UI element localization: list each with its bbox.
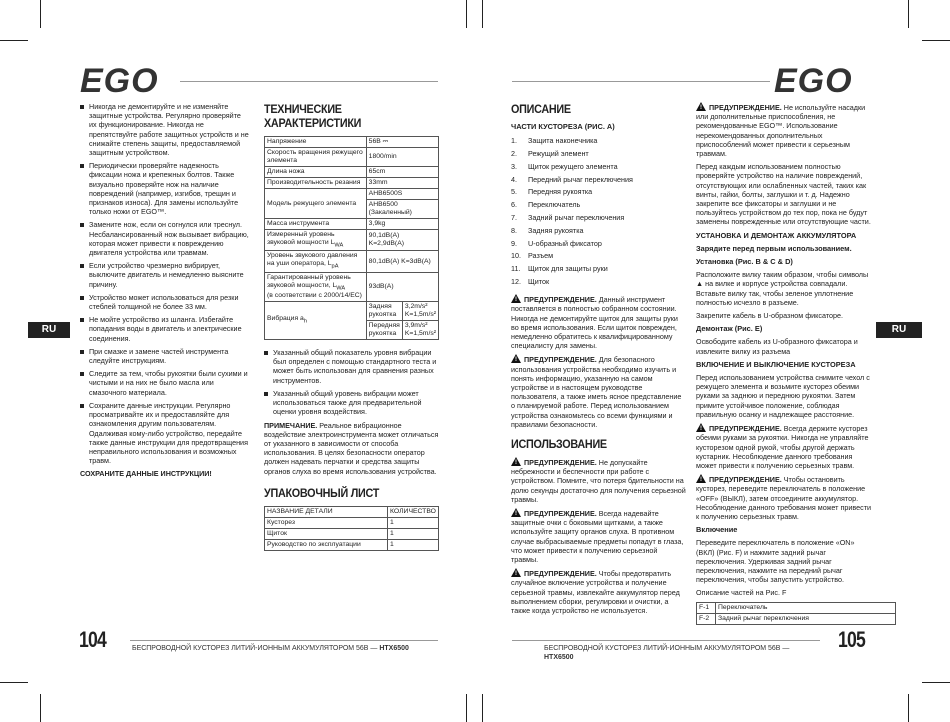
column-header: КОЛИЧЕСТВО [388, 506, 439, 517]
warning-label: ПРЕДУПРЕЖДЕНИЕ. [709, 424, 782, 434]
safety-bullet: Устройство может использоваться для резки стеблей толщиной не более 33 мм. [80, 293, 250, 311]
list-item [511, 149, 686, 158]
warning-text: Чтобы предотвратить случайное включение устройства и получение серьезной травмы, извлекайте аккумулятор перед выполнением сборки, регулировки и очистки, а также когда устройство не используется. [511, 569, 680, 616]
part-name: Защита наконечника [528, 136, 598, 146]
vibration-note: Указанный общий уровень вибрации может использоваться также для предварительной оценки уровня воздействия. [264, 389, 439, 417]
list-item [511, 264, 686, 273]
spec-label: Модель режущего элемента [265, 189, 367, 219]
note-label: ПРИМЕЧАНИЕ. [264, 420, 318, 430]
safety-bullet: При смазке и замене частей инструмента следуйте инструкциям. [80, 347, 250, 365]
spec-label [265, 230, 367, 251]
left-specs-column [264, 102, 439, 551]
crop-mark [466, 0, 467, 28]
warning-paragraph [696, 102, 874, 158]
safety-bullet: Если устройство чрезмерно вибрирует, выключите двигатель и немедленно выясните причину. [80, 261, 250, 289]
spec-value: AHB6500S [366, 189, 438, 200]
note-paragraph [264, 421, 439, 476]
part-number: 9. [511, 238, 517, 248]
warning-text: Не используйте насадки или дополнительные приспособления, не рекомендованные EGO™. Использование нерекомендованных дополнительных приспособлений может привести к серьезным травмам. [696, 103, 866, 159]
spec-label [265, 251, 367, 272]
crop-mark [482, 694, 483, 722]
spec-value: 3,2m/s² K=1,5m/s² [402, 302, 438, 321]
warning-icon [511, 568, 521, 577]
ego-logo-left: EGO [80, 62, 159, 100]
table-cell: Переключатель [716, 602, 896, 613]
crop-mark [922, 682, 950, 683]
page-number-left: 104 [79, 627, 106, 652]
table-row [265, 539, 439, 550]
warning-text: Чтобы остановить кусторез, переведите переключатель в положение «OFF» (ВЫКЛ), затем отсоедините аккумулятор. Несоблюдение данного требования может привести к получению серьезных травм. [696, 475, 872, 521]
warning-paragraph [696, 474, 874, 521]
crop-mark [922, 40, 950, 41]
list-item [511, 175, 686, 184]
warning-text: Всегда держите кусторез обеими руками за рукоятки. Никогда не управляйте кусторезом одной рукой, чтобы другой держать кустарник. Несоблюдение данного требования может привести к получению серьезных травм. [696, 424, 869, 470]
warning-paragraph [696, 423, 874, 470]
packing-title: УПАКОВОЧНЫЙ ЛИСТ [264, 485, 380, 500]
language-tab-left: RU [28, 322, 70, 338]
description-title: ОПИСАНИЕ [511, 102, 571, 116]
list-item [511, 239, 686, 248]
list-item [511, 187, 686, 196]
spec-label-text: Гарантированный уровень звуковой мощности, L [267, 273, 351, 289]
warning-paragraph [511, 294, 686, 350]
part-number: 1. [511, 136, 517, 146]
table-row [265, 148, 439, 167]
warning-icon [511, 508, 521, 517]
spec-subscript: WA [336, 285, 346, 292]
spec-label-text: Вибрация a [267, 315, 304, 323]
list-item [511, 136, 686, 145]
table-row [265, 189, 439, 200]
warning-icon [696, 474, 706, 483]
table-row [265, 167, 439, 178]
left-safety-column [80, 102, 250, 479]
table-row [265, 302, 439, 321]
crop-mark [482, 0, 483, 28]
footer-text: БЕСПРОВОДНОЙ КУСТОРЕЗ ЛИТИЙ-ИОННЫМ АККУМУЛЯТОРОМ 56В — [132, 643, 378, 652]
table-row [697, 613, 896, 624]
part-name: Разъем [528, 251, 554, 261]
vibration-note: Указанный общий показатель уровня вибрации был определен с помощью стандартного теста и может быть использован для сравнения разных инструментов. [264, 348, 439, 385]
save-instructions-heading: СОХРАНИТЕ ДАННЫЕ ИНСТРУКЦИИ! [80, 469, 212, 479]
spec-label-text: Измеренный уровень звуковой мощности L [267, 231, 335, 246]
warning-label: ПРЕДУПРЕЖДЕНИЕ. [524, 569, 597, 579]
list-item [511, 200, 686, 209]
specs-title: ТЕХНИЧЕСКИЕ ХАРАКТЕРИСТИКИ [264, 102, 362, 130]
footer-left [132, 643, 426, 652]
spec-value: 90,1dB(A) K=2,9dB(A) [366, 230, 438, 251]
table-cell: 1 [388, 528, 439, 539]
part-number: 7. [511, 212, 517, 222]
warning-icon [511, 294, 521, 303]
table-row [265, 517, 439, 528]
table-row [265, 251, 439, 272]
warning-label: ПРЕДУПРЕЖДЕНИЕ. [524, 509, 597, 519]
spec-value: AHB6500 (Закаленный) [366, 200, 438, 219]
safety-bullet: Периодически проверяйте надежность фиксации ножа и крепежных болтов. Также визуально проверяйте нож на наличие повреждений (например, изгибов, трещин и признаков износа). Для замены используйте только ножи от EGO™. [80, 161, 250, 216]
part-name: Щиток для защиты руки [528, 264, 608, 274]
warning-label: ПРЕДУПРЕЖДЕНИЕ. [709, 475, 782, 485]
check-paragraph: Перед каждым использованием полностью проверяйте устройство на наличие повреждений, отсутствующих или ослабленных частей, таких как винты, гайки, болты, заглушки и т. д. Надежно закрепите все фиксаторы и заглушки и не пользуйтесь устройством до тех пор, пока не будут заменены поврежденные или отсутствующие части. [696, 162, 871, 227]
warning-paragraph [511, 354, 686, 429]
table-row [265, 137, 439, 148]
part-number: 3. [511, 161, 517, 171]
warning-paragraph [511, 457, 686, 504]
part-name: Переключатель [528, 200, 581, 210]
table-cell: 1 [388, 539, 439, 550]
onoff-title: ВКЛЮЧЕНИЕ И ВЫКЛЮЧЕНИЕ КУСТОРЕЗА [696, 359, 856, 369]
part-number: 8. [511, 225, 517, 235]
on-heading: Включение [696, 525, 738, 535]
table-cell: F-2 [697, 613, 716, 624]
list-item [511, 213, 686, 222]
spec-label-text: (в соответствии с 2000/14/EC) [267, 292, 362, 300]
onoff-text: Перед использованием устройства снимите чехол с режущего элемента и возьмите кусторез обеими руками за заднюю и переднюю рукоятки. Затем примите устойчивое положение, соблюдая правильную осанку и надлежащее расстояние. [696, 373, 870, 419]
part-number: 4. [511, 174, 517, 184]
warning-icon [511, 354, 521, 363]
crop-mark [0, 40, 28, 41]
table-cell: Кусторез [265, 517, 388, 528]
list-item [511, 226, 686, 235]
warning-label: ПРЕДУПРЕЖДЕНИЕ. [524, 295, 597, 305]
part-number: 10. [511, 251, 521, 261]
crop-mark [466, 694, 467, 722]
footer-text: БЕСПРОВОДНОЙ КУСТОРЕЗ ЛИТИЙ-ИОННЫМ АККУМУЛЯТОРОМ 56В — [544, 643, 790, 652]
warning-text: Не допускайте небрежности и беспечности при работе с устройством. Помните, что потеря бдительности на долю секунды достаточно для получения серьезной травмы. [511, 458, 686, 504]
spec-label: Масса инструмента [265, 219, 367, 230]
part-number: 6. [511, 200, 517, 210]
parts-heading: ЧАСТИ КУСТОРЕЗА (РИС. А) [511, 122, 615, 131]
language-tab-right: RU [876, 322, 922, 338]
crop-mark [40, 694, 41, 722]
part-number: 12. [511, 276, 521, 286]
crop-mark [908, 694, 909, 722]
column-header: НАЗВАНИЕ ДЕТАЛИ [265, 506, 388, 517]
spec-label: Напряжение [265, 137, 367, 148]
warning-label: ПРЕДУПРЕЖДЕНИЕ. [524, 458, 597, 468]
spec-value: 3,9kg [366, 219, 438, 230]
packing-table [264, 506, 439, 551]
part-name: Режущий элемент [528, 149, 589, 158]
table-header-row [265, 506, 439, 517]
part-name: Передняя рукоятка [528, 187, 593, 197]
remove-heading: Демонтаж (Рис. E) [696, 324, 763, 334]
table-row [265, 272, 439, 301]
note-text: Реальное вибрационное воздействие электроинструмента может отличаться от указанного в зависимости от способа использования. В целях безопасности оператор должен надевать перчатки и средства защиты органов слуха во время использования устройства. [264, 420, 439, 476]
table-cell: Задний рычаг переключения [716, 613, 896, 624]
crop-mark [908, 0, 909, 28]
warning-paragraph [511, 568, 686, 615]
warning-paragraph [511, 508, 686, 564]
part-name: Щиток [528, 276, 550, 286]
spec-value: 56В ⎓ [366, 137, 438, 148]
spec-value: 80,1dB(A) K=3dB(A) [366, 251, 438, 272]
safety-bullet: Никогда не демонтируйте и не изменяйте защитные устройства. Регулярно проверяйте их функционирование. Никогда не препятствуйте работе защитных устройств и не снижайте степень защиты, предоставляемой защитным устройством. [80, 102, 250, 157]
spec-value: 33mm [366, 178, 438, 189]
spec-value: 3,9m/s² K=1,5m/s² [402, 321, 438, 340]
warning-text: Для безопасного использования устройства необходимо изучить и понять информацию, указанную на самом устройстве и в настоящем руководстве пользователя, а также иметь ясное представление о планируемой работе. Перед использованием устройства ознакомьтесь со всеми функциями и правилами безопасности. [511, 355, 682, 429]
footer-model: HTX6500 [544, 652, 574, 661]
spec-label: Производительность резания [265, 178, 367, 189]
spec-subscript: h [303, 318, 307, 325]
battery-title: УСТАНОВКА И ДЕМОНТАЖ АККУМУЛЯТОРА [696, 230, 857, 240]
list-item [511, 162, 686, 171]
part-number: 11. [511, 264, 521, 274]
page-number-right: 105 [838, 627, 865, 652]
specs-table [264, 136, 439, 340]
install-heading: Установка (Рис. B & C & D) [696, 257, 793, 267]
footer-right [544, 643, 820, 661]
right-description-column [511, 102, 686, 619]
table-row [265, 528, 439, 539]
ego-logo-right: EGO [774, 62, 853, 100]
header-rule-left [180, 81, 438, 82]
footer-rule-left [130, 640, 438, 641]
remove-text: Освободите кабель из U-образного фиксатора и извлеките вилку из разъема [696, 337, 858, 356]
right-usage-column [696, 102, 874, 625]
table-cell: Щиток [265, 528, 388, 539]
table-row [265, 178, 439, 189]
crop-mark [0, 682, 28, 683]
part-name: U-образный фиксатор [528, 238, 602, 248]
usage-title: ИСПОЛЬЗОВАНИЕ [511, 437, 607, 452]
table-cell: F-1 [697, 602, 716, 613]
spec-value: 93dB(A) [366, 272, 438, 301]
header-rule-right [512, 81, 770, 82]
table-cell: 1 [388, 517, 439, 528]
fix-text: Закрепите кабель в U-образном фиксаторе. [696, 311, 844, 321]
warning-icon [696, 102, 706, 111]
part-number: 2. [511, 149, 517, 158]
spec-value: 65cm [366, 167, 438, 178]
list-item [511, 277, 686, 286]
spec-label: Длина ножа [265, 167, 367, 178]
table-row [697, 602, 896, 613]
spec-value: 1800/min [366, 148, 438, 167]
parts-list [511, 136, 686, 286]
part-name: Задняя рукоятка [528, 225, 584, 235]
install-text: Расположите вилку таким образом, чтобы символы ▲ на вилке и корпусе устройства совпадали. Вставьте вилку так, чтобы зеленое уплотнение полностью исчезло в разъеме. [696, 270, 869, 307]
footer-model: HTX6500 [379, 643, 409, 652]
part-name: Задний рычаг переключения [528, 212, 625, 222]
safety-bullet: Сохраните данные инструкции. Регулярно просматривайте их и предоставляйте для ознакомления другим пользователям. Одалживая кому-либо устройство, передайте также данные инструкции для предотвращения неправильного использования и возможных травм. [80, 401, 250, 465]
safety-bullet: Не мойте устройство из шланга. Избегайте попадания воды в двигатель и электрические соединения. [80, 315, 250, 343]
spec-label: Передняя рукоятка [366, 321, 402, 340]
part-number: 5. [511, 187, 517, 197]
spec-subscript: pA [331, 263, 339, 270]
part-name: Передний рычаг переключения [528, 174, 633, 184]
warning-text: Всегда надевайте защитные очки с боковыми щитками, а также используйте защиту органов слуха. В противном случае выбрасываемые предметы попадут в глаза, что может привести к получению серьезной травмы. [511, 509, 684, 565]
on-text: Переведите переключатель в положение «ON» (ВКЛ) (Рис. F) и нажмите задний рычаг переключения. Удерживая задний рычаг переключения, нажмите на передний рычаг переключения, чтобы запустить устройство. [696, 538, 855, 585]
spec-subscript: WA [334, 242, 344, 249]
warning-icon [511, 457, 521, 466]
figure-parts-table [696, 602, 896, 625]
list-item [511, 251, 686, 260]
warning-icon [696, 423, 706, 432]
part-name: Щиток режущего элемента [528, 161, 618, 171]
table-row [265, 219, 439, 230]
charge-first-heading: Зарядите перед первым использованием. [696, 243, 852, 253]
warning-text: Данный инструмент поставляется в полностью собранном состоянии. Никогда не демонтируйте щиток для защиты руки во время использования. Если щиток поврежден, немедленно обратитесь к квалифицированному специалисту для замены. [511, 295, 678, 351]
footer-rule-right [512, 640, 820, 641]
spec-label: Задняя рукоятка [366, 302, 402, 321]
table-cell: Руководство по эксплуатации [265, 539, 388, 550]
spec-label: Скорость вращения режущего элемента [265, 148, 367, 167]
crop-mark [40, 0, 41, 28]
table-row [265, 230, 439, 251]
safety-bullet: Следите за тем, чтобы рукоятки были сухими и чистыми и на них не было масла или смазочного материала. [80, 369, 250, 397]
safety-bullet: Замените нож, если он согнулся или треснул. Несбалансированный нож вызывает вибрацию, которая может привести к повреждению двигателя устройства или травмам. [80, 220, 250, 257]
figure-caption: Описание частей на Рис. F [696, 588, 787, 598]
warning-label: ПРЕДУПРЕЖДЕНИЕ. [709, 103, 782, 112]
warning-label: ПРЕДУПРЕЖДЕНИЕ. [524, 355, 597, 365]
spec-label [265, 272, 367, 301]
spec-label [265, 302, 367, 340]
spec-label-text: Уровень звукового давления на уши оператора, L [267, 252, 358, 268]
